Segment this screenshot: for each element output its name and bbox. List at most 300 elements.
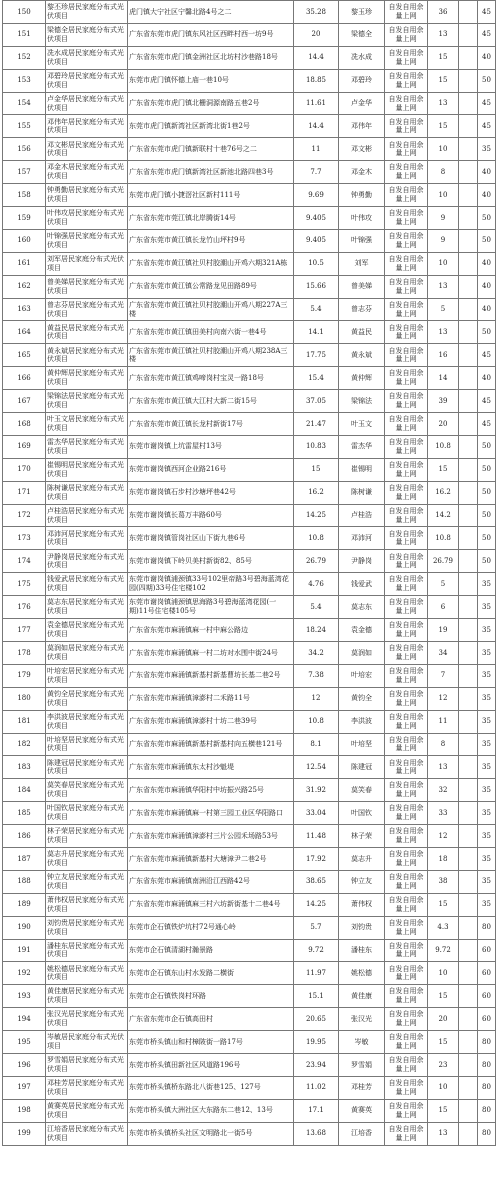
project-address: 广东省东莞市黄江镇田美村向南六街一巷4号	[128, 321, 294, 344]
grid-mode: 自发自用余量上网	[385, 1053, 428, 1076]
module-count: 8	[428, 161, 459, 184]
table-row	[3, 916, 496, 939]
empty-cell	[459, 321, 478, 344]
module-count: 14	[428, 367, 459, 390]
service-years: 35	[478, 664, 496, 687]
empty-cell	[459, 367, 478, 390]
project-address: 东莞市谢岗镇石步村沙塘坪巷42号	[128, 481, 294, 504]
service-years: 40	[478, 252, 496, 275]
capacity-value: 10.5	[294, 252, 339, 275]
project-name: 陈树谦居民家庭分布式光伏项目	[46, 481, 128, 504]
row-number: 196	[3, 1053, 46, 1076]
table-row	[3, 229, 496, 252]
grid-mode: 自发自用余量上网	[385, 252, 428, 275]
capacity-value: 9.69	[294, 184, 339, 207]
owner-name: 钱爱武	[339, 573, 385, 596]
empty-cell	[459, 275, 478, 298]
owner-name: 袁金德	[339, 619, 385, 642]
table-row	[3, 207, 496, 230]
table-row	[3, 1, 496, 24]
project-address: 东莞市谢岗镇西河企业路216号	[128, 458, 294, 481]
service-years: 50	[478, 69, 496, 92]
table-row	[3, 802, 496, 825]
service-years: 40	[478, 275, 496, 298]
module-count: 20	[428, 1008, 459, 1031]
module-count: 34	[428, 641, 459, 664]
project-address: 东莞市谢岗镇浦颈镇33号102里帝路3号碧海蓝湾花园(四期)33号住宅楼102	[128, 573, 294, 596]
module-count: 33	[428, 802, 459, 825]
row-number: 193	[3, 985, 46, 1008]
empty-cell	[459, 115, 478, 138]
empty-cell	[459, 92, 478, 115]
module-count: 10	[428, 138, 459, 161]
project-name: 叶培坚居民家庭分布式光伏项目	[46, 733, 128, 756]
service-years: 60	[478, 962, 496, 985]
grid-mode: 自发自用余量上网	[385, 504, 428, 527]
grid-mode: 自发自用余量上网	[385, 779, 428, 802]
grid-mode: 自发自用余量上网	[385, 596, 428, 619]
service-years: 80	[478, 1053, 496, 1076]
empty-cell	[459, 825, 478, 848]
owner-name: 黄赛英	[339, 1099, 385, 1122]
empty-cell	[459, 504, 478, 527]
service-years: 80	[478, 1099, 496, 1122]
service-years: 50	[478, 527, 496, 550]
grid-mode: 自发自用余量上网	[385, 573, 428, 596]
owner-name: 叶培坚	[339, 733, 385, 756]
capacity-value: 26.79	[294, 550, 339, 573]
service-years: 40	[478, 298, 496, 321]
project-address: 东莞市企石镇铁炉坑村72号通心岭	[128, 916, 294, 939]
table-row	[3, 550, 496, 573]
project-name: 林子荣居民家庭分布式光伏项目	[46, 825, 128, 848]
project-name: 卢桂浩居民家庭分布式光伏项目	[46, 504, 128, 527]
project-name: 邓伟年居民家庭分布式光伏项目	[46, 115, 128, 138]
owner-name: 李洪波	[339, 710, 385, 733]
project-name: 黄仲辉居民家庭分布式光伏项目	[46, 367, 128, 390]
empty-cell	[459, 458, 478, 481]
table-row	[3, 115, 496, 138]
empty-cell	[459, 1122, 478, 1145]
module-count: 8	[428, 733, 459, 756]
row-number: 150	[3, 1, 46, 24]
module-count: 10	[428, 184, 459, 207]
module-count: 6	[428, 596, 459, 619]
table-row	[3, 985, 496, 1008]
project-address: 广东省东莞市黄江镇鸡啼岗村宝灵一路18号	[128, 367, 294, 390]
module-count: 15	[428, 1099, 459, 1122]
capacity-value: 14.1	[294, 321, 339, 344]
empty-cell	[459, 596, 478, 619]
service-years: 35	[478, 893, 496, 916]
owner-name: 卢金华	[339, 92, 385, 115]
table-row	[3, 962, 496, 985]
service-years: 35	[478, 847, 496, 870]
project-address: 东莞市桥头镇山和村樟陂街一路17号	[128, 1031, 294, 1054]
grid-mode: 自发自用余量上网	[385, 435, 428, 458]
project-name: 尹静岗居民家庭分布式光伏项目	[46, 550, 128, 573]
owner-name: 莫志东	[339, 596, 385, 619]
owner-name: 莫润如	[339, 641, 385, 664]
empty-cell	[459, 527, 478, 550]
capacity-value: 31.92	[294, 779, 339, 802]
row-number: 180	[3, 687, 46, 710]
module-count: 13	[428, 23, 459, 46]
empty-cell	[459, 893, 478, 916]
project-name: 黎丕珍居民家庭分布式光伏项目	[46, 1, 128, 24]
project-name: 黄赛英居民家庭分布式光伏项目	[46, 1099, 128, 1122]
empty-cell	[459, 435, 478, 458]
project-address: 广东省东莞市麻涌镇新基村新基曹坊长基二巷2号	[128, 664, 294, 687]
table-row	[3, 69, 496, 92]
empty-cell	[459, 413, 478, 436]
project-address: 广东省东莞市麻涌镇麻一村中麻公路边	[128, 619, 294, 642]
owner-name: 曾志芬	[339, 298, 385, 321]
table-row	[3, 1076, 496, 1099]
project-name: 莫志升居民家庭分布式光伏项目	[46, 847, 128, 870]
owner-name: 梁锦法	[339, 390, 385, 413]
project-address: 广东省东莞市麻涌镇漳澎村十坊二巷39号	[128, 710, 294, 733]
empty-cell	[459, 229, 478, 252]
project-name: 袁金德居民家庭分布式光伏项目	[46, 619, 128, 642]
project-name: 叶玉文居民家庭分布式光伏项目	[46, 413, 128, 436]
empty-cell	[459, 870, 478, 893]
capacity-value: 11.61	[294, 92, 339, 115]
service-years: 50	[478, 229, 496, 252]
owner-name: 陈建冠	[339, 756, 385, 779]
project-address: 东莞市虎门镇小捷滘社区新村111号	[128, 184, 294, 207]
owner-name: 黄钧全	[339, 687, 385, 710]
grid-mode: 自发自用余量上网	[385, 550, 428, 573]
grid-mode: 自发自用余量上网	[385, 46, 428, 69]
module-count: 4.3	[428, 916, 459, 939]
project-address: 广东省东莞市虎门镇新湾社区新池北路四巷3号	[128, 161, 294, 184]
project-name: 萧伟权居民家庭分布式光伏项目	[46, 893, 128, 916]
service-years: 50	[478, 321, 496, 344]
project-address: 东莞市桥头镇大洲社区大东路东二巷12、13号	[128, 1099, 294, 1122]
owner-name: 江培香	[339, 1122, 385, 1145]
row-number: 184	[3, 779, 46, 802]
project-name: 叶国钦居民家庭分布式光伏项目	[46, 802, 128, 825]
capacity-value: 11.97	[294, 962, 339, 985]
owner-name: 叶锦强	[339, 229, 385, 252]
grid-mode: 自发自用余量上网	[385, 619, 428, 642]
service-years: 50	[478, 550, 496, 573]
project-name: 邓桂芳居民家庭分布式光伏项目	[46, 1076, 128, 1099]
project-name: 曾美娣居民家庭分布式光伏项目	[46, 275, 128, 298]
owner-name: 邓碧玲	[339, 69, 385, 92]
service-years: 35	[478, 825, 496, 848]
grid-mode: 自发自用余量上网	[385, 321, 428, 344]
module-count: 14.2	[428, 504, 459, 527]
module-count: 18	[428, 847, 459, 870]
owner-name: 黄永斌	[339, 344, 385, 367]
row-number: 185	[3, 802, 46, 825]
empty-cell	[459, 550, 478, 573]
service-years: 80	[478, 1076, 496, 1099]
service-years: 40	[478, 161, 496, 184]
project-address: 广东省东莞市麻涌镇南洲沿江西路42号	[128, 870, 294, 893]
grid-mode: 自发自用余量上网	[385, 687, 428, 710]
project-address: 东莞市企石镇铁岗村环路	[128, 985, 294, 1008]
project-name: 潘桂东居民家庭分布式光伏项目	[46, 939, 128, 962]
owner-name: 梁德全	[339, 23, 385, 46]
capacity-value: 15.4	[294, 367, 339, 390]
row-number: 156	[3, 138, 46, 161]
service-years: 45	[478, 23, 496, 46]
service-years: 35	[478, 870, 496, 893]
module-count: 32	[428, 779, 459, 802]
owner-name: 黄佳康	[339, 985, 385, 1008]
project-name: 江培香居民家庭分布式光伏项目	[46, 1122, 128, 1145]
capacity-value: 9.405	[294, 207, 339, 230]
table-row	[3, 847, 496, 870]
table-body	[3, 1, 496, 1146]
table-row	[3, 298, 496, 321]
grid-mode: 自发自用余量上网	[385, 413, 428, 436]
service-years: 40	[478, 367, 496, 390]
owner-name: 潘桂东	[339, 939, 385, 962]
empty-cell	[459, 802, 478, 825]
project-name: 卢金华居民家庭分布式光伏项目	[46, 92, 128, 115]
row-number: 172	[3, 504, 46, 527]
service-years: 80	[478, 1031, 496, 1054]
service-years: 35	[478, 733, 496, 756]
project-address: 广东省东莞市黄江镇社贝村胶潮山开鸡八期238A三楼	[128, 344, 294, 367]
grid-mode: 自发自用余量上网	[385, 756, 428, 779]
project-address: 广东省东莞市莞江镇北岸腾街14号	[128, 207, 294, 230]
project-address: 广东省东莞市麻涌镇漳澎村三片公园禾场路53号	[128, 825, 294, 848]
row-number: 178	[3, 641, 46, 664]
table-row	[3, 939, 496, 962]
grid-mode: 自发自用余量上网	[385, 23, 428, 46]
module-count: 13	[428, 321, 459, 344]
project-address: 东莞市谢岗镇下岭贝美村新街82、85号	[128, 550, 294, 573]
module-count: 15	[428, 1031, 459, 1054]
project-address: 广东省东莞市麻涌镇新基村新基村向五横巷121号	[128, 733, 294, 756]
owner-name: 邓文彬	[339, 138, 385, 161]
capacity-value: 17.1	[294, 1099, 339, 1122]
owner-name: 刘钧贵	[339, 916, 385, 939]
project-address: 广东省东莞市黄江镇社贝村胶潮山开鸡八期227A三楼	[128, 298, 294, 321]
project-name: 邓文彬居民家庭分布式光伏项目	[46, 138, 128, 161]
empty-cell	[459, 573, 478, 596]
empty-cell	[459, 481, 478, 504]
service-years: 50	[478, 504, 496, 527]
capacity-value: 18.85	[294, 69, 339, 92]
empty-cell	[459, 69, 478, 92]
capacity-value: 38.65	[294, 870, 339, 893]
owner-name: 钟勇勤	[339, 184, 385, 207]
grid-mode: 自发自用余量上网	[385, 710, 428, 733]
module-count: 36	[428, 1, 459, 24]
project-name: 姚松德居民家庭分布式光伏项目	[46, 962, 128, 985]
empty-cell	[459, 1008, 478, 1031]
project-name: 钟勇勤居民家庭分布式光伏项目	[46, 184, 128, 207]
table-row	[3, 1122, 496, 1145]
empty-cell	[459, 847, 478, 870]
grid-mode: 自发自用余量上网	[385, 962, 428, 985]
empty-cell	[459, 733, 478, 756]
row-number: 181	[3, 710, 46, 733]
module-count: 19	[428, 619, 459, 642]
capacity-value: 4.76	[294, 573, 339, 596]
project-address: 广东省东莞市麻涌镇麻一村二坊对水围中街24号	[128, 641, 294, 664]
owner-name: 黄仲辉	[339, 367, 385, 390]
project-name: 黄钧全居民家庭分布式光伏项目	[46, 687, 128, 710]
project-name: 邓碧玲居民家庭分布式光伏项目	[46, 69, 128, 92]
grid-mode: 自发自用余量上网	[385, 1122, 428, 1145]
capacity-value: 19.95	[294, 1031, 339, 1054]
owner-name: 邓金木	[339, 161, 385, 184]
capacity-value: 8.1	[294, 733, 339, 756]
project-name: 莫润如居民家庭分布式光伏项目	[46, 641, 128, 664]
module-count: 9	[428, 229, 459, 252]
project-name: 黄永斌居民家庭分布式光伏项目	[46, 344, 128, 367]
owner-name: 叶国钦	[339, 802, 385, 825]
capacity-value: 20	[294, 23, 339, 46]
owner-name: 尹静岗	[339, 550, 385, 573]
row-number: 163	[3, 298, 46, 321]
project-name: 邓沛河居民家庭分布式光伏项目	[46, 527, 128, 550]
project-address: 广东省东莞市虎门镇北栅洞源南路五巷2号	[128, 92, 294, 115]
owner-name: 卢桂浩	[339, 504, 385, 527]
project-name: 梁锦法居民家庭分布式光伏项目	[46, 390, 128, 413]
owner-name: 崔锡明	[339, 458, 385, 481]
row-number: 153	[3, 69, 46, 92]
empty-cell	[459, 1031, 478, 1054]
table-row	[3, 779, 496, 802]
capacity-value: 15	[294, 458, 339, 481]
project-address: 东莞市企石镇东山村水发路二横街	[128, 962, 294, 985]
owner-name: 姚松德	[339, 962, 385, 985]
project-address: 东莞市虎门镇新湾社区新湾北街1巷2号	[128, 115, 294, 138]
row-number: 170	[3, 458, 46, 481]
capacity-value: 7.38	[294, 664, 339, 687]
project-address: 东莞市桥头镇桥头社区文明路北一街5号	[128, 1122, 294, 1145]
project-table	[2, 0, 496, 1146]
table-row	[3, 458, 496, 481]
capacity-value: 12	[294, 687, 339, 710]
owner-name: 黄益民	[339, 321, 385, 344]
empty-cell	[459, 390, 478, 413]
project-name: 叶锦强居民家庭分布式光伏项目	[46, 229, 128, 252]
capacity-value: 10.83	[294, 435, 339, 458]
table-row	[3, 275, 496, 298]
capacity-value: 10.8	[294, 710, 339, 733]
project-name: 钱爱武居民家庭分布式光伏项目	[46, 573, 128, 596]
module-count: 26.79	[428, 550, 459, 573]
grid-mode: 自发自用余量上网	[385, 390, 428, 413]
grid-mode: 自发自用余量上网	[385, 275, 428, 298]
service-years: 35	[478, 756, 496, 779]
service-years: 45	[478, 344, 496, 367]
module-count: 16	[428, 344, 459, 367]
row-number: 158	[3, 184, 46, 207]
capacity-value: 17.75	[294, 344, 339, 367]
capacity-value: 11.48	[294, 825, 339, 848]
project-address: 东莞市谢岗镇上坑雷屋村13号	[128, 435, 294, 458]
service-years: 35	[478, 641, 496, 664]
owner-name: 陈树谦	[339, 481, 385, 504]
project-address: 东莞市谢岗镇管岗社区山下街九巷6号	[128, 527, 294, 550]
row-number: 162	[3, 275, 46, 298]
table-row	[3, 481, 496, 504]
owner-name: 林子荣	[339, 825, 385, 848]
project-address: 广东省东莞市黄江镇社贝村胶潮山开鸡六期321A栋	[128, 252, 294, 275]
table-row	[3, 23, 496, 46]
empty-cell	[459, 756, 478, 779]
module-count: 15	[428, 69, 459, 92]
table-row	[3, 527, 496, 550]
service-years: 35	[478, 687, 496, 710]
project-name: 冼水成居民家庭分布式光伏项目	[46, 46, 128, 69]
empty-cell	[459, 46, 478, 69]
module-count: 15	[428, 985, 459, 1008]
project-address: 广东省东莞市麻涌镇东太村沙魁堤	[128, 756, 294, 779]
grid-mode: 自发自用余量上网	[385, 733, 428, 756]
owner-name: 叶培宏	[339, 664, 385, 687]
capacity-value: 9.72	[294, 939, 339, 962]
module-count: 15	[428, 46, 459, 69]
empty-cell	[459, 779, 478, 802]
row-number: 186	[3, 825, 46, 848]
owner-name: 邓桂芳	[339, 1076, 385, 1099]
project-address: 广东省东莞市麻涌镇麻一村第三园工业区华阳路口	[128, 802, 294, 825]
module-count: 13	[428, 275, 459, 298]
capacity-value: 37.05	[294, 390, 339, 413]
service-years: 50	[478, 207, 496, 230]
row-number: 173	[3, 527, 46, 550]
capacity-value: 23.94	[294, 1053, 339, 1076]
row-number: 188	[3, 870, 46, 893]
grid-mode: 自发自用余量上网	[385, 458, 428, 481]
row-number: 189	[3, 893, 46, 916]
empty-cell	[459, 962, 478, 985]
row-number: 198	[3, 1099, 46, 1122]
grid-mode: 自发自用余量上网	[385, 344, 428, 367]
grid-mode: 自发自用余量上网	[385, 664, 428, 687]
table-row	[3, 138, 496, 161]
grid-mode: 自发自用余量上网	[385, 115, 428, 138]
table-row	[3, 344, 496, 367]
service-years: 40	[478, 46, 496, 69]
project-address: 东莞市企石镇清湖村瀚景路	[128, 939, 294, 962]
row-number: 169	[3, 435, 46, 458]
capacity-value: 20.65	[294, 1008, 339, 1031]
grid-mode: 自发自用余量上网	[385, 92, 428, 115]
project-name: 岑敏居民家庭分布式光伏项目	[46, 1031, 128, 1054]
empty-cell	[459, 710, 478, 733]
table-row	[3, 390, 496, 413]
owner-name: 张汉光	[339, 1008, 385, 1031]
table-row	[3, 573, 496, 596]
service-years: 45	[478, 390, 496, 413]
project-name: 黄佳康居民家庭分布式光伏项目	[46, 985, 128, 1008]
empty-cell	[459, 641, 478, 664]
row-number: 190	[3, 916, 46, 939]
row-number: 194	[3, 1008, 46, 1031]
project-address: 广东省东莞市麻涌镇麻三村六坊新街基十二巷4号	[128, 893, 294, 916]
row-number: 157	[3, 161, 46, 184]
capacity-value: 5.4	[294, 298, 339, 321]
owner-name: 冼水成	[339, 46, 385, 69]
grid-mode: 自发自用余量上网	[385, 1008, 428, 1031]
empty-cell	[459, 1099, 478, 1122]
owner-name: 叶玉文	[339, 413, 385, 436]
project-address: 东莞市虎门镇怀德上庙一巷10号	[128, 69, 294, 92]
empty-cell	[459, 344, 478, 367]
